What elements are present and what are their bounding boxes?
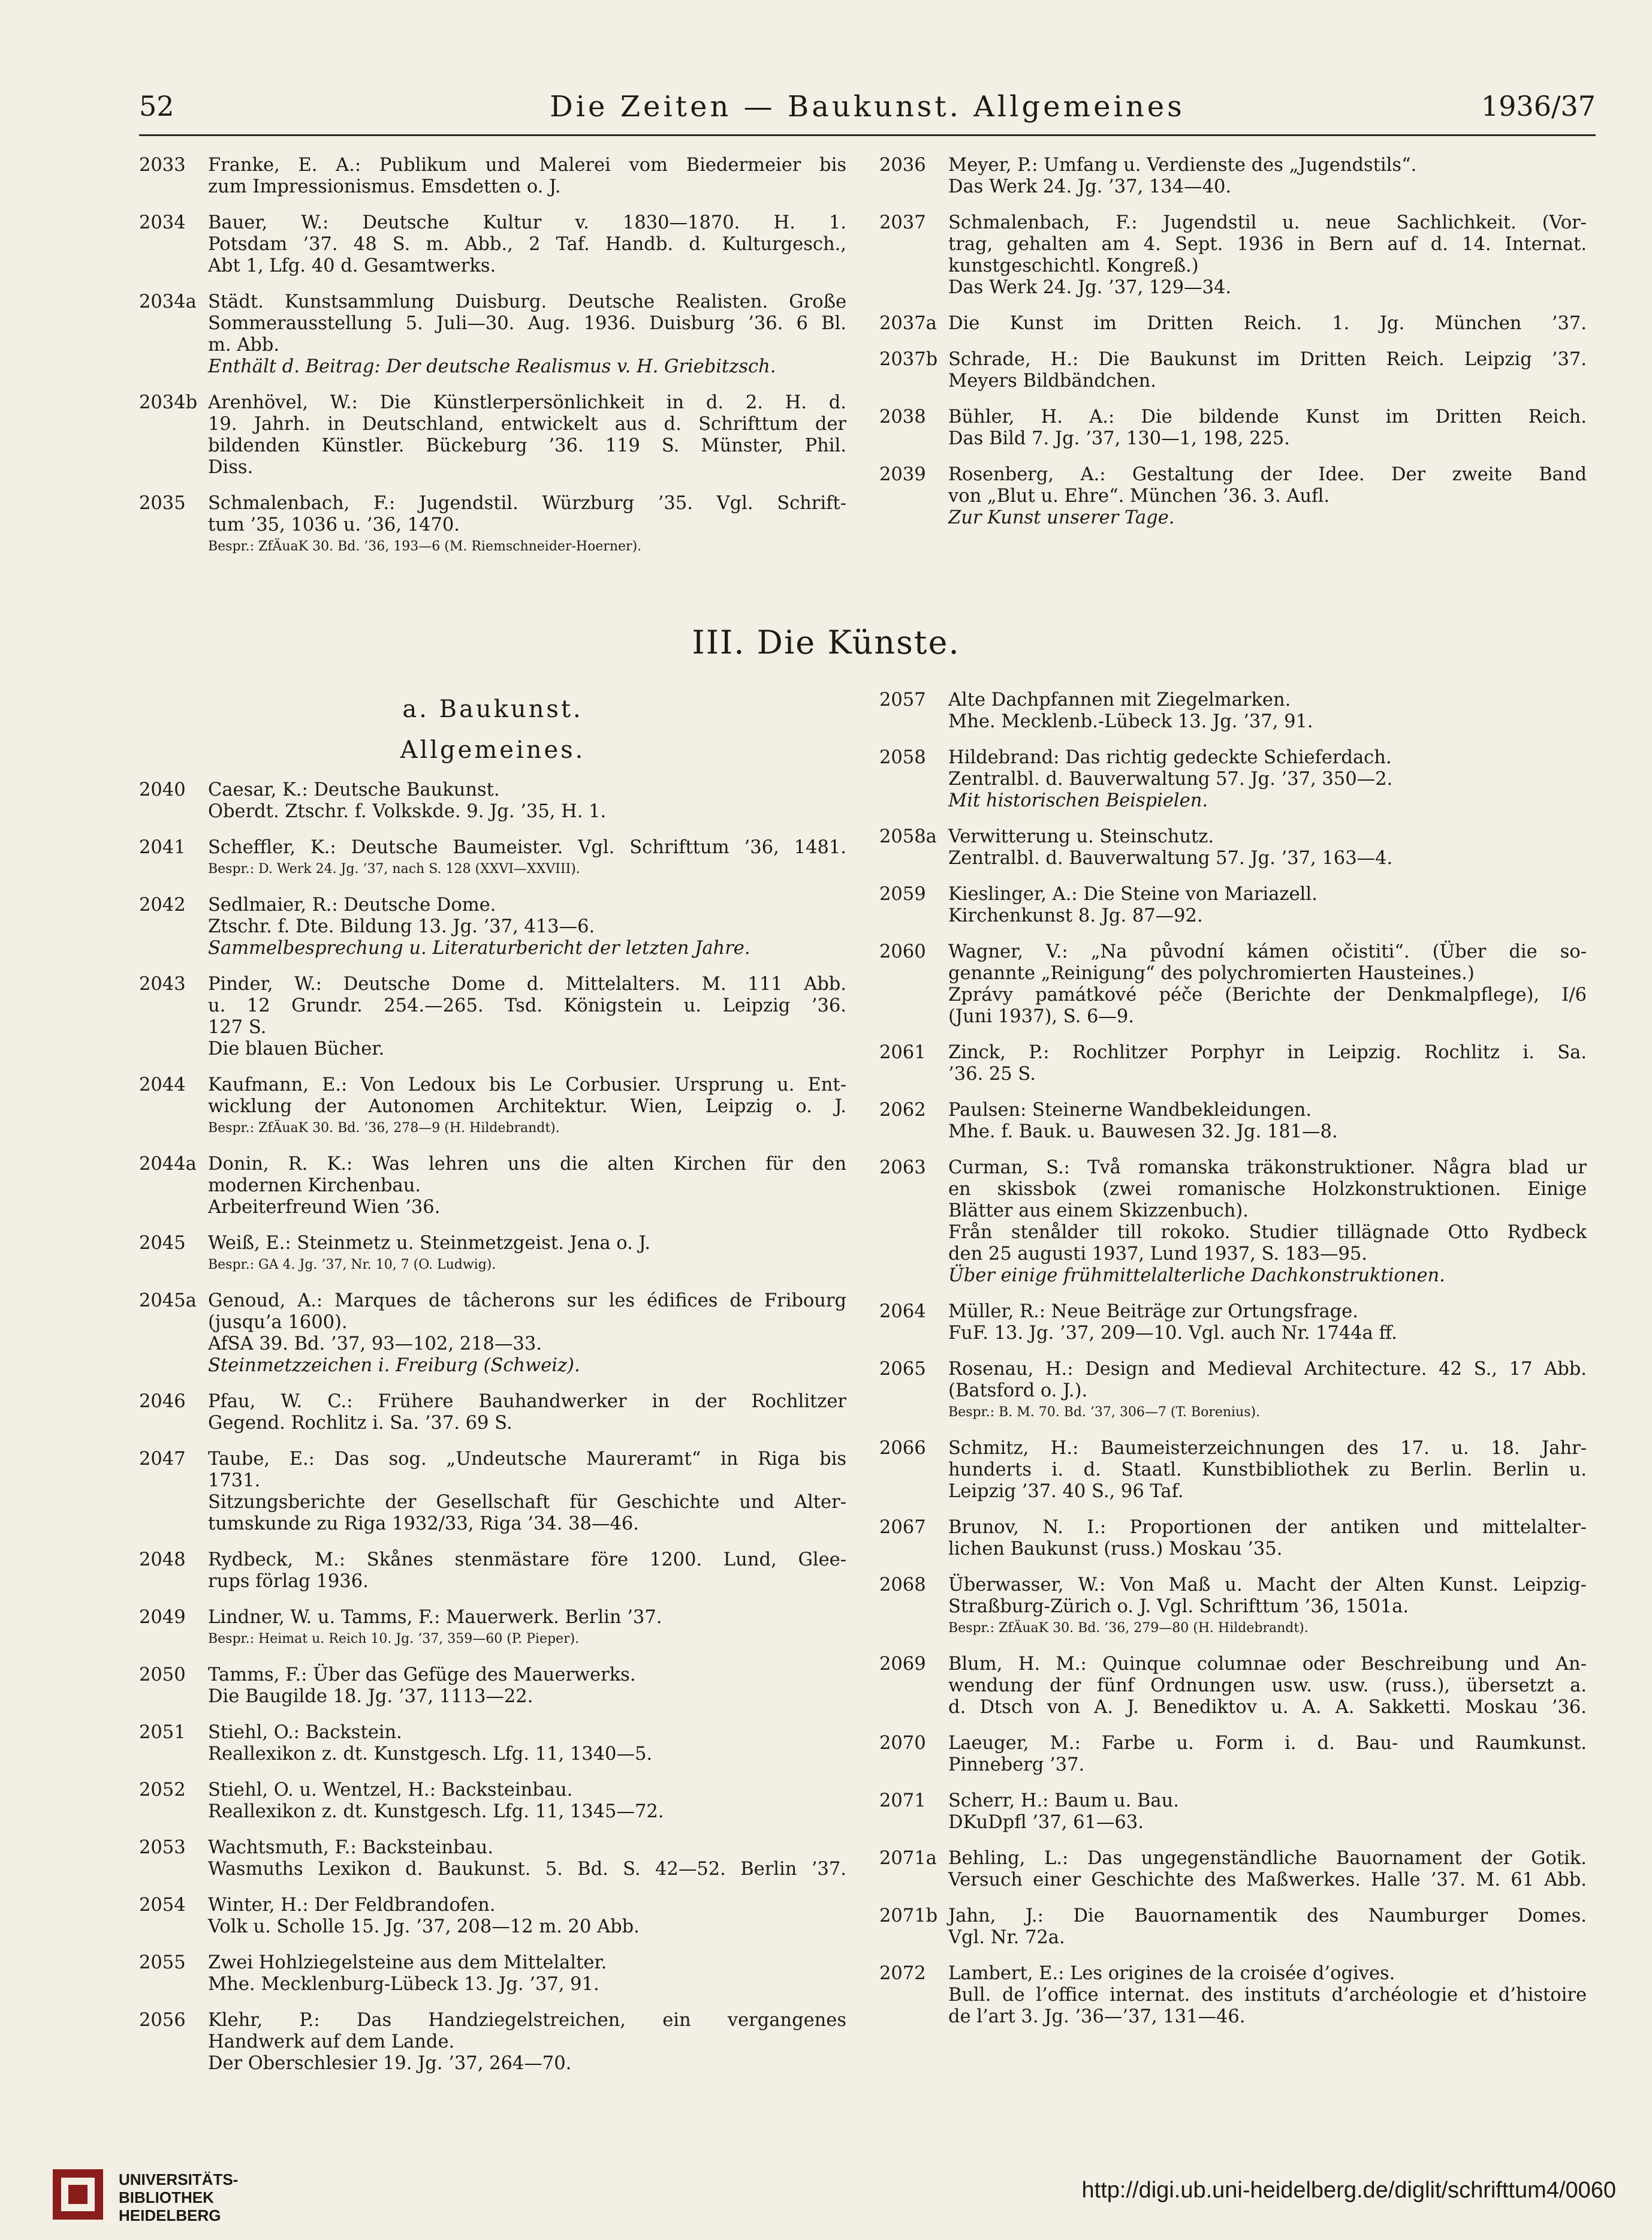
bibliography-entry xyxy=(879,155,1587,198)
entry-number: 2045 xyxy=(139,1233,186,1254)
entry-line: Oberdt. Ztschr. f. Volkskde. 9. Jg. ’35, H. 1. xyxy=(208,801,607,822)
entry-line: en skissbok (zwei romanische Holzkonstruktionen. Einige xyxy=(948,1179,1587,1200)
bibliography-entry xyxy=(139,392,846,478)
entry-line: Meyers Bildbändchen. xyxy=(948,371,1156,392)
bibliography-entry xyxy=(879,1574,1587,1639)
entry-number: 2070 xyxy=(879,1733,926,1754)
entry-line: Potsdam ’37. 48 S. m. Abb., 2 Taf. Handb. d. Kulturgesch., xyxy=(208,234,846,255)
entry-number: 2061 xyxy=(879,1042,926,1063)
entry-number: 2040 xyxy=(139,779,186,800)
entry-number: 2036 xyxy=(879,155,926,176)
entry-line: Schmalenbach, F.: Jugendstil u. neue Sachlichkeit. (Vor- xyxy=(948,212,1587,233)
entry-line: (jusqu’a 1600). xyxy=(208,1312,348,1333)
bibliography-column-top-left xyxy=(139,155,846,572)
entry-line: (Batsford o. J.). xyxy=(948,1380,1088,1401)
entry-number: 2049 xyxy=(139,1607,186,1628)
entry-line: Wachtsmuth, F.: Backsteinbau. xyxy=(208,1837,494,1858)
entry-line: Bespr.: D. Werk 24. Jg. ’37, nach S. 128 (XXVI—XXVIII). xyxy=(208,862,580,877)
entry-line: Sedlmaier, R.: Deutsche Dome. xyxy=(208,895,496,916)
entry-line: Mhe. Mecklenburg-Lübeck 13. Jg. ’37, 91. xyxy=(208,1974,599,1995)
entry-line: wendung der fünf Ordnungen usw. usw. (russ.), übersetzt a. xyxy=(948,1675,1587,1696)
bibliography-entry xyxy=(139,1449,846,1535)
entry-line: Scheffler, K.: Deutsche Baumeister. Vgl. Schrifttum ’36, 1481. xyxy=(208,837,846,858)
entry-number: 2035 xyxy=(139,493,186,514)
bibliography-entry xyxy=(879,941,1587,1028)
entry-number: 2044a xyxy=(139,1154,197,1175)
entry-number: 2064 xyxy=(879,1301,926,1322)
bibliography-entry xyxy=(879,1848,1587,1891)
bibliography-entry xyxy=(879,313,1587,335)
entry-line: ’36. 25 S. xyxy=(948,1064,1036,1085)
entry-line: Donin, R. K.: Was lehren uns die alten Kirchen für den xyxy=(208,1154,846,1175)
entry-line: Kaufmann, E.: Von Ledoux bis Le Corbusier. Ursprung u. Ent- xyxy=(208,1074,846,1095)
entry-line: Zentralbl. d. Bauverwaltung 57. Jg. ’37, 350—2. xyxy=(948,769,1393,790)
entry-line: Brunov, N. I.: Proportionen der antiken und mittelalter- xyxy=(948,1517,1587,1538)
entry-number: 2062 xyxy=(879,1100,926,1121)
entry-line: bildenden Künstler. Bückeburg ’36. 119 S. Münster, Phil. xyxy=(208,435,846,456)
entry-line: Städt. Kunstsammlung Duisburg. Deutsche Realisten. Große xyxy=(208,291,846,312)
bibliography-entry xyxy=(139,155,846,198)
entry-line: Das Werk 24. Jg. ’37, 129—34. xyxy=(948,277,1232,298)
entry-line: Bespr.: Heimat u. Reich 10. Jg. ’37, 359—60 (P. Pieper). xyxy=(208,1631,580,1646)
bibliography-entry xyxy=(879,349,1587,392)
entry-line: Bespr.: ZfÄuaK 30. Bd. ’36, 279—80 (H. Hildebrandt). xyxy=(948,1621,1309,1636)
bibliography-entry xyxy=(879,1963,1587,2028)
entry-number: 2034a xyxy=(139,291,197,312)
entry-line: Die Kunst im Dritten Reich. 1. Jg. München ’37. xyxy=(948,313,1587,334)
entry-line: Franke, E. A.: Publikum und Malerei vom Biedermeier bis xyxy=(208,155,846,176)
bibliography-entry xyxy=(139,291,846,378)
bibliography-entry xyxy=(139,1952,846,1995)
entry-line: Lindner, W. u. Tamms, F.: Mauerwerk. Berlin ’37. xyxy=(208,1607,662,1628)
entry-line: Enthält d. Beitrag: Der deutsche Realismus v. H. Griebitzsch. xyxy=(208,356,776,377)
entry-line: Wasmuths Lexikon d. Baukunst. 5. Bd. S. 42—52. Berlin ’37. xyxy=(208,1859,846,1880)
entry-number: 2068 xyxy=(879,1574,926,1595)
entry-line: Zur Kunst unserer Tage. xyxy=(948,507,1175,528)
entry-number: 2060 xyxy=(879,941,926,962)
entry-line: Kieslinger, A.: Die Steine von Mariazell. xyxy=(948,884,1318,905)
entry-line: Mhe. Mecklenb.-Lübeck 13. Jg. ’37, 91. xyxy=(948,711,1313,732)
entry-line: Bauer, W.: Deutsche Kultur v. 1830—1870. H. 1. xyxy=(208,212,846,233)
bibliography-entry xyxy=(879,1905,1587,1949)
entry-number: 2058 xyxy=(879,747,926,768)
entry-line: hunderts i. d. Staatl. Kunstbibliothek zu Berlin. Berlin u. xyxy=(948,1459,1587,1480)
entry-line: Zwei Hohlziegelsteine aus dem Mittelalter. xyxy=(208,1952,607,1973)
bibliography-entry xyxy=(139,1391,846,1434)
entry-line: Volk u. Scholle 15. Jg. ’37, 208—12 m. 20 Abb. xyxy=(208,1916,640,1937)
entry-line: Straßburg-Zürich o. J. Vgl. Schrifttum ’36, 1501a. xyxy=(948,1596,1409,1617)
library-logo xyxy=(48,2164,336,2230)
library-name: UNIVERSITÄTS- BIBLIOTHEK HEIDELBERG xyxy=(119,2170,239,2224)
entry-line: Lambert, E.: Les origines de la croisée d’ogives. xyxy=(948,1963,1395,1984)
entry-line: AfSA 39. Bd. ’37, 93—102, 218—33. xyxy=(208,1333,542,1354)
entry-line: von „Blut u. Ehre“. München ’36. 3. Aufl. xyxy=(948,486,1330,507)
bibliography-entry xyxy=(139,837,846,880)
entry-number: 2051 xyxy=(139,1722,186,1743)
chapter-heading: III. Die Künste. xyxy=(692,624,960,661)
entry-line: zum Impressionismus. Emsdetten o. J. xyxy=(208,176,561,197)
header-rule xyxy=(139,134,1596,136)
bibliography-entry xyxy=(139,895,846,959)
section-heading: a. Baukunst. xyxy=(402,696,583,723)
bibliography-entry xyxy=(879,1733,1587,1776)
entry-line: Kirchenkunst 8. Jg. 87—92. xyxy=(948,905,1203,926)
entry-line: Blum, H. M.: Quinque columnae oder Beschreibung und An- xyxy=(948,1654,1587,1675)
running-header xyxy=(139,90,1596,132)
entry-line: Mit historischen Beispielen. xyxy=(948,790,1208,811)
entry-line: Reallexikon z. dt. Kunstgesch. Lfg. 11, 1345—72. xyxy=(208,1801,664,1822)
entry-line: Ztschr. f. Dte. Bildung 13. Jg. ’37, 413—6. xyxy=(208,916,595,937)
entry-line: Über einige frühmittelalterliche Dachkonstruktionen. xyxy=(948,1265,1445,1286)
entry-line: Diss. xyxy=(208,457,254,478)
bibliography-entry xyxy=(139,1837,846,1880)
entry-line: Arenhövel, W.: Die Künstlerpersönlichkeit in d. 2. H. d. xyxy=(208,392,846,413)
entry-line: Sammelbesprechung u. Literaturbericht der letzten Jahre. xyxy=(208,938,750,959)
bibliography-column-bottom-right xyxy=(879,690,1587,2042)
bibliography-entry xyxy=(139,1233,846,1276)
bibliography-entry xyxy=(879,1157,1587,1287)
entry-line: Tamms, F.: Über das Gefüge des Mauerwerks. xyxy=(208,1664,636,1685)
entry-line: Sitzungsberichte der Gesellschaft für Geschichte und Alter- xyxy=(208,1492,846,1513)
entry-number: 2069 xyxy=(879,1654,926,1675)
entry-line: 19. Jahrh. in Deutschland, entwickelt aus d. Schrifttum der xyxy=(208,414,846,435)
entry-line: Das Bild 7. Jg. ’37, 130—1, 198, 225. xyxy=(948,428,1290,449)
entry-line: Schrade, H.: Die Baukunst im Dritten Reich. Leipzig ’37. xyxy=(948,349,1587,370)
entry-line: Blätter aus einem Skizzenbuch). xyxy=(948,1200,1249,1221)
entry-line: u. 12 Grundr. 254.—265. Tsd. Königstein u. Leipzig ’36. xyxy=(208,995,846,1016)
entry-line: genannte „Reinigung“ des polychromierten Hausteines.) xyxy=(948,963,1475,984)
entry-line: modernen Kirchenbau. xyxy=(208,1175,421,1196)
entry-line: Reallexikon z. dt. Kunstgesch. Lfg. 11, 1340—5. xyxy=(208,1744,653,1765)
entry-line: Schmalenbach, F.: Jugendstil. Würzburg ’35. Vgl. Schrift- xyxy=(208,493,846,514)
entry-line: 127 S. xyxy=(208,1017,267,1038)
entry-line: Gegend. Rochlitz i. Sa. ’37. 69 S. xyxy=(208,1413,513,1434)
entry-line: Bühler, H. A.: Die bildende Kunst im Dritten Reich. xyxy=(948,407,1587,427)
bibliography-entry xyxy=(879,747,1587,812)
entry-line: Verwitterung u. Steinschutz. xyxy=(948,826,1214,847)
entry-line: Rosenberg, A.: Gestaltung der Idee. Der zweite Band xyxy=(948,464,1587,485)
entry-number: 2056 xyxy=(139,2010,186,2031)
entry-number: 2044 xyxy=(139,1074,186,1095)
entry-number: 2054 xyxy=(139,1895,186,1916)
entry-line: Hildebrand: Das richtig gedeckte Schieferdach. xyxy=(948,747,1392,768)
entry-number: 2052 xyxy=(139,1780,186,1801)
bibliography-entry xyxy=(139,1722,846,1765)
entry-number: 2037 xyxy=(879,212,926,233)
entry-line: Versuch einer Geschichte des Maßwerkes. Halle ’37. M. 61 Abb. xyxy=(948,1869,1587,1890)
entry-line: Wagner, V.: „Na původní kámen očistiti“. (Über die so- xyxy=(948,941,1587,962)
bibliography-entry xyxy=(139,1607,846,1650)
entry-line: m. Abb. xyxy=(208,335,280,356)
bibliography-entry xyxy=(139,1895,846,1938)
entry-line: Schmitz, H.: Baumeisterzeichnungen des 17. u. 18. Jahr- xyxy=(948,1438,1587,1459)
entry-line: Genoud, A.: Marques de tâcherons sur les édifices de Fribourg xyxy=(208,1290,846,1311)
entry-number: 2065 xyxy=(879,1359,926,1380)
entry-line: Abt 1, Lfg. 40 d. Gesamtwerks. xyxy=(208,255,496,276)
entry-line: Sommerausstellung 5. Juli—30. Aug. 1936. Duisburg ’36. 6 Bl. xyxy=(208,313,846,334)
bibliography-entry xyxy=(879,1790,1587,1833)
entry-line: Bespr.: GA 4. Jg. ’37, Nr. 10, 7 (O. Ludwig). xyxy=(208,1257,496,1272)
entry-line: wicklung der Autonomen Architektur. Wien, Leipzig o. J. xyxy=(208,1096,846,1117)
entry-number: 2059 xyxy=(879,884,926,905)
entry-line: Från stenålder till rokoko. Studier tillägnade Otto Rydbeck xyxy=(948,1222,1587,1243)
entry-line: Zentralbl. d. Bauverwaltung 57. Jg. ’37, 163—4. xyxy=(948,848,1393,869)
entry-line: Taube, E.: Das sog. „Undeutsche Maureramt“ in Riga bis xyxy=(208,1449,846,1470)
entry-line: Bespr.: ZfÄuaK 30. Bd. ’36, 278—9 (H. Hildebrandt). xyxy=(208,1121,560,1136)
bibliography-entry xyxy=(879,884,1587,927)
entry-line: Handwerk auf dem Lande. xyxy=(208,2031,455,2052)
bibliography-entry xyxy=(139,1290,846,1377)
entry-line: Klehr, P.: Das Handziegelstreichen, ein vergangenes xyxy=(208,2010,846,2031)
subsection-heading: Allgemeines. xyxy=(400,736,586,764)
entry-number: 2043 xyxy=(139,974,186,995)
entry-number: 2033 xyxy=(139,155,186,176)
bibliography-entry xyxy=(879,1438,1587,1503)
bibliography-entry xyxy=(879,407,1587,450)
bibliography-entry xyxy=(879,1100,1587,1143)
entry-number: 2071a xyxy=(879,1848,937,1869)
entry-number: 2034 xyxy=(139,212,186,233)
entry-line: rups förlag 1936. xyxy=(208,1571,369,1592)
bibliography-entry xyxy=(879,212,1587,299)
entry-line: Rosenau, H.: Design and Medieval Architecture. 42 S., 17 Abb. xyxy=(948,1359,1587,1380)
entry-number: 2048 xyxy=(139,1549,186,1570)
entry-line: Bull. de l’office internat. des instituts d’archéologie et d’histoire xyxy=(948,1985,1587,2006)
entry-line: Rydbeck, M.: Skånes stenmästare före 1200. Lund, Glee- xyxy=(208,1549,846,1570)
bibliography-column-top-right xyxy=(879,155,1587,543)
entry-line: Vgl. Nr. 72a. xyxy=(948,1927,1065,1948)
entry-line: Stiehl, O. u. Wentzel, H.: Backsteinbau. xyxy=(208,1780,573,1801)
entry-line: DKuDpfl ’37, 61—63. xyxy=(948,1812,1144,1833)
entry-line: Bespr.: ZfÄuaK 30. Bd. ’36, 193—6 (M. Riemschneider-Hoerner). xyxy=(208,539,642,554)
entry-line: Zprávy památkové péče (Berichte der Denkmalpflege), I/6 xyxy=(948,984,1587,1005)
entry-line: Pfau, W. C.: Frühere Bauhandwerker in der Rochlitzer xyxy=(208,1391,846,1412)
entry-number: 2042 xyxy=(139,895,186,916)
bibliography-entry xyxy=(139,1074,846,1139)
entry-line: Jahn, J.: Die Bauornamentik des Naumburger Domes. xyxy=(948,1905,1587,1926)
entry-line: Winter, H.: Der Feldbrandofen. xyxy=(208,1895,496,1916)
entry-line: Curman, S.: Två romanska träkonstruktioner. Några blad ur xyxy=(948,1157,1587,1178)
entry-number: 2047 xyxy=(139,1449,186,1470)
entry-number: 2058a xyxy=(879,826,937,847)
bibliography-entry xyxy=(879,1042,1587,1085)
entry-line: Caesar, K.: Deutsche Baukunst. xyxy=(208,779,500,800)
entry-line: Scherr, H.: Baum u. Bau. xyxy=(948,1790,1179,1811)
entry-number: 2041 xyxy=(139,837,186,858)
bibliography-entry xyxy=(879,1654,1587,1718)
volume-year: 1936/37 xyxy=(1481,90,1596,122)
entry-line: den 25 augusti 1937, Lund 1937, S. 183—95. xyxy=(948,1244,1367,1264)
entry-line: lichen Baukunst (russ.) Moskau ’35. xyxy=(948,1539,1283,1559)
bibliography-entry xyxy=(879,464,1587,529)
entry-number: 2066 xyxy=(879,1438,926,1459)
bibliography-entry xyxy=(879,826,1587,869)
entry-number: 2038 xyxy=(879,407,926,427)
entry-line: tum ’35, 1036 u. ’36, 1470. xyxy=(208,514,460,535)
running-title: Die Zeiten — Baukunst. Allgemeines xyxy=(550,90,1185,124)
bibliography-entry xyxy=(139,493,846,558)
entry-line: Pinneberg ’37. xyxy=(948,1754,1085,1775)
entry-line: tumskunde zu Riga 1932/33, Riga ’34. 38—46. xyxy=(208,1513,639,1534)
entry-number: 2063 xyxy=(879,1157,926,1178)
entry-line: Paulsen: Steinerne Wandbekleidungen. xyxy=(948,1100,1312,1121)
entry-line: Arbeiterfreund Wien ’36. xyxy=(208,1197,441,1218)
entry-line: kunstgeschichtl. Kongreß.) xyxy=(948,255,1199,276)
entry-line: Der Oberschlesier 19. Jg. ’37, 264—70. xyxy=(208,2053,572,2074)
bibliography-entry xyxy=(879,1359,1587,1423)
entry-line: Müller, R.: Neue Beiträge zur Ortungsfrage. xyxy=(948,1301,1358,1322)
entry-line: Pinder, W.: Deutsche Dome d. Mittelalters. M. 111 Abb. xyxy=(208,974,846,995)
bibliography-entry xyxy=(879,1517,1587,1560)
entry-line: Das Werk 24. Jg. ’37, 134—40. xyxy=(948,176,1232,197)
entry-number: 2067 xyxy=(879,1517,926,1538)
bibliography-entry xyxy=(879,1301,1587,1344)
entry-line: trag, gehalten am 4. Sept. 1936 in Bern auf d. 14. Internat. xyxy=(948,234,1587,255)
entry-line: (Juni 1937), S. 6—9. xyxy=(948,1006,1134,1027)
entry-line: Stiehl, O.: Backstein. xyxy=(208,1722,402,1743)
entry-line: de l’art 3. Jg. ’36—’37, 131—46. xyxy=(948,2006,1246,2027)
entry-line: Die Baugilde 18. Jg. ’37, 1113—22. xyxy=(208,1686,533,1707)
entry-number: 2057 xyxy=(879,690,926,710)
entry-line: Laeuger, M.: Farbe u. Form i. d. Bau- und Raumkunst. xyxy=(948,1733,1587,1754)
entry-number: 2039 xyxy=(879,464,926,485)
entry-line: 1731. xyxy=(208,1470,261,1491)
entry-number: 2071b xyxy=(879,1905,938,1926)
entry-line: Die blauen Bücher. xyxy=(208,1038,385,1059)
entry-number: 2053 xyxy=(139,1837,186,1858)
source-url[interactable]: http://digi.ub.uni-heidelberg.de/diglit/schrifttum4/0060 xyxy=(1081,2178,1616,2203)
entry-number: 2050 xyxy=(139,1664,186,1685)
entry-number: 2034b xyxy=(139,392,198,413)
entry-line: FuF. 13. Jg. ’37, 209—10. Vgl. auch Nr. 1744a ff. xyxy=(948,1323,1397,1344)
entry-line: Weiß, E.: Steinmetz u. Steinmetzgeist. Jena o. J. xyxy=(208,1233,651,1254)
entry-line: Bespr.: B. M. 70. Bd. ’37, 306—7 (T. Borenius). xyxy=(948,1405,1261,1420)
entry-line: Überwasser, W.: Von Maß u. Macht der Alten Kunst. Leipzig- xyxy=(948,1574,1587,1595)
entry-line: Meyer, P.: Umfang u. Verdienste des „Jugendstils“. xyxy=(948,155,1417,176)
entry-number: 2045a xyxy=(139,1290,197,1311)
entry-line: Behling, L.: Das ungegenständliche Bauornament der Gotik. xyxy=(948,1848,1587,1869)
bibliography-entry xyxy=(879,690,1587,733)
entry-line: d. Dtsch von A. J. Benediktov u. A. A. Sakketti. Moskau ’36. xyxy=(948,1697,1587,1718)
bibliography-entry xyxy=(139,1664,846,1708)
bibliography-entry xyxy=(139,779,846,823)
entry-number: 2037a xyxy=(879,313,937,334)
entry-number: 2037b xyxy=(879,349,938,370)
bibliography-column-bottom-left xyxy=(139,779,846,2089)
bibliography-entry xyxy=(139,974,846,1060)
entry-number: 2071 xyxy=(879,1790,926,1811)
bibliography-entry xyxy=(139,1780,846,1823)
entry-number: 2072 xyxy=(879,1963,926,1984)
entry-number: 2046 xyxy=(139,1391,186,1412)
bibliography-entry xyxy=(139,2010,846,2075)
entry-line: Alte Dachpfannen mit Ziegelmarken. xyxy=(948,690,1291,710)
entry-line: Leipzig ’37. 40 S., 96 Taf. xyxy=(948,1481,1184,1502)
entry-line: Steinmetzzeichen i. Freiburg (Schweiz). xyxy=(208,1355,580,1376)
page-number: 52 xyxy=(139,90,174,122)
entry-line: Mhe. f. Bauk. u. Bauwesen 32. Jg. 181—8. xyxy=(948,1121,1338,1142)
entry-number: 2055 xyxy=(139,1952,186,1973)
bibliography-entry xyxy=(139,1549,846,1592)
entry-line: Zinck, P.: Rochlitzer Porphyr in Leipzig. Rochlitz i. Sa. xyxy=(948,1042,1587,1063)
bibliography-entry xyxy=(139,1154,846,1218)
library-emblem-icon xyxy=(48,2164,108,2224)
bibliography-entry xyxy=(139,212,846,277)
